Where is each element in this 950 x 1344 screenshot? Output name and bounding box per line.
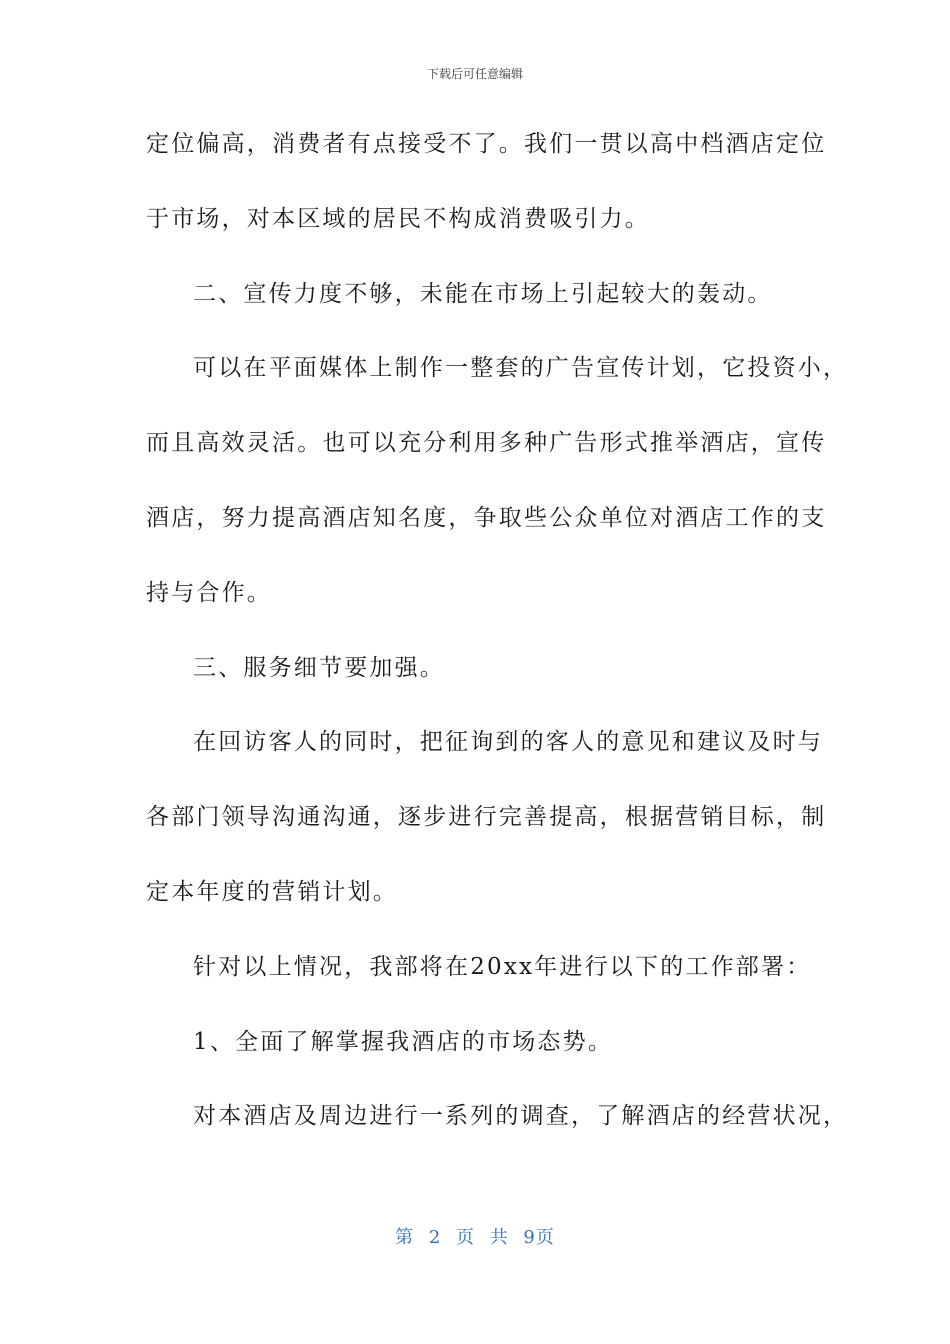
text-line: 定位偏高，消费者有点接受不了。我们一贯以高中档酒店定位 [146, 131, 827, 157]
text-line: 而且高效灵活。也可以充分利用多种广告形式推举酒店，宣传 [146, 430, 827, 457]
page-number-indicator: 第 2 页 共 9页 [395, 1227, 555, 1248]
text-line: 各部门领导沟通沟通，逐步进行完善提高，根据营销目标，制 [146, 804, 827, 831]
text-line: 持与合作。 [146, 579, 272, 606]
section-heading: 三、服务细节要加强。 [193, 654, 445, 681]
text-line: 定本年度的营销计划。 [146, 878, 398, 905]
paragraph-start: 对本酒店及周边进行一系列的调查，了解酒店的经营状况， [193, 1103, 849, 1130]
text-line: 酒店，努力提高酒店知名度，争取些公众单位对酒店工作的支 [146, 504, 827, 531]
paragraph-start: 针对以上情况，我部将在20xx年进行以下的工作部署： [193, 953, 812, 980]
text-line: 于市场，对本区域的居民不构成消费吸引力。 [146, 205, 650, 232]
document-body [146, 122, 849, 1169]
page-header-note: 下载后可任意编辑 [426, 67, 523, 81]
paragraph-start: 在回访客人的同时，把征询到的客人的意见和建议及时与 [193, 729, 823, 756]
numbered-item: 1、全面了解掌握我酒店的市场态势。 [193, 1028, 614, 1055]
paragraph-start: 可以在平面媒体上制作一整套的广告宣传计划，它投资小， [193, 355, 849, 382]
section-heading: 二、宣传力度不够，未能在市场上引起较大的轰动。 [193, 280, 773, 307]
